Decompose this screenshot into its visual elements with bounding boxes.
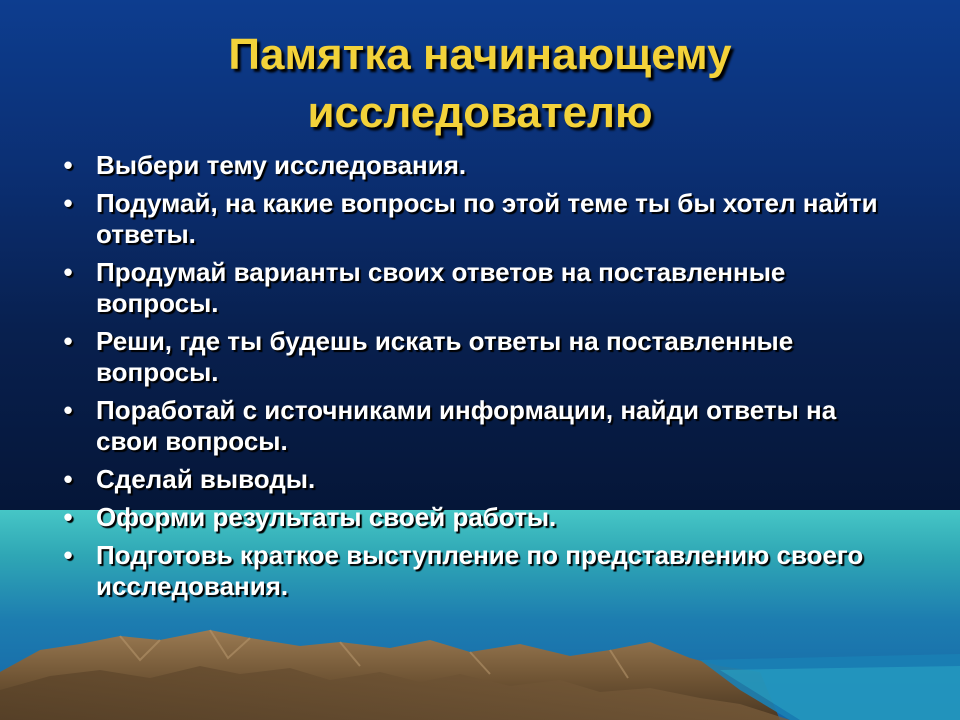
- slide-title: [0, 26, 960, 142]
- bullet-dot-icon: •: [63, 150, 73, 180]
- bullet-item: [58, 326, 878, 388]
- bullet-dot-icon: •: [63, 502, 73, 532]
- bullet-item: [58, 540, 878, 602]
- bullet-item: [58, 464, 878, 495]
- bullet-text: Реши, где ты будешь искать ответы на поставленные вопросы.: [96, 326, 794, 387]
- bullet-item: [58, 188, 878, 250]
- bullet-dot-icon: •: [63, 257, 73, 287]
- bullet-text: Оформи результаты своей работы.: [96, 502, 557, 532]
- bullet-text: Поработай с источниками информации, найди ответы на свои вопросы.: [96, 395, 837, 456]
- bullet-dot-icon: •: [63, 395, 73, 425]
- bullet-text: Подумай, на какие вопросы по этой теме ты бы хотел найти ответы.: [96, 188, 878, 249]
- bullet-item: [58, 502, 878, 533]
- bullet-item: [58, 150, 878, 181]
- slide-title-line-2: исследователю: [307, 88, 653, 137]
- bullet-text: Сделай выводы.: [96, 464, 316, 494]
- bullet-text: Подготовь краткое выступление по представлению своего исследования.: [96, 540, 864, 601]
- bullet-text: Выбери тему исследования.: [96, 150, 467, 180]
- bullet-item: [58, 395, 878, 457]
- bullet-dot-icon: •: [63, 326, 73, 356]
- mountains-illustration: [0, 600, 960, 720]
- bullet-dot-icon: •: [63, 464, 73, 494]
- bullet-text: Продумай варианты своих ответов на поставленные вопросы.: [96, 257, 786, 318]
- slide-title-line-1: Памятка начинающему: [228, 30, 732, 79]
- bullet-dot-icon: •: [63, 540, 73, 570]
- bullet-item: [58, 257, 878, 319]
- bullet-list: [58, 150, 878, 609]
- bullet-dot-icon: •: [63, 188, 73, 218]
